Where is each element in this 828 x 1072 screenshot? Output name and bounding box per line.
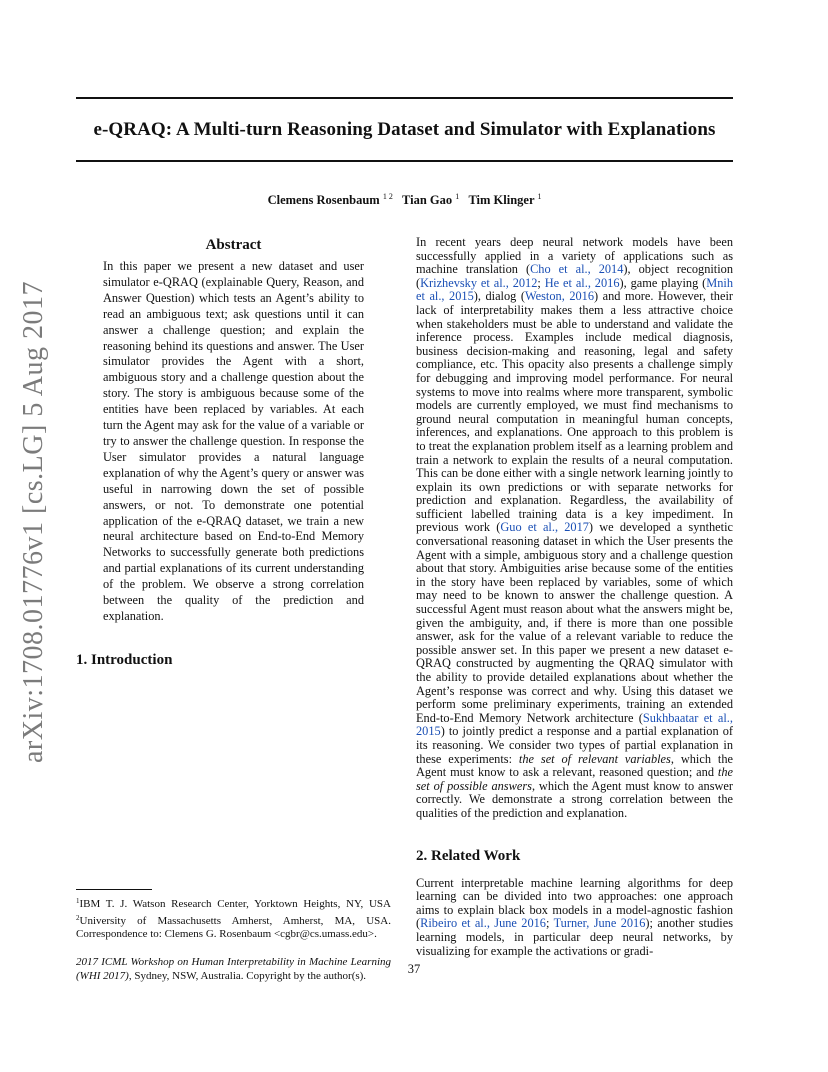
citation-link[interactable]: Guo et al., 2017 bbox=[500, 520, 589, 535]
abstract-text: In this paper we present a new dataset and user simulator e-QRAQ (explainable Query, Reason, and Answer Question) which tests an Agent’s ability to read an ambiguous text; ask questions until it can answer a challenge question; and explain the reasoning behind its questions and answer. The User simulator provides the Agent with a short, ambiguous story and a challenge question about the story. The story is ambiguous because some of the entities have been replaced by variables. At each turn the Agent may ask for the value of a variable or try to answer the challenge question. In response the User simulator provides a natural language explanation of why the Agent’s query or answer was useful in narrowing down the set of possible answers, or not. To demonstrate one potential application of the e-QRAQ dataset, we train a new neural architecture based on End-to-End Memory Networks to successfully generate both predictions and partial explanations of its current understanding of the problem. We observe a strong correlation between the quality of the prediction and explanation. bbox=[103, 259, 364, 623]
paper-title: e-QRAQ: A Multi-turn Reasoning Dataset and Simulator with Explanations bbox=[93, 119, 716, 140]
footnote-rule bbox=[76, 889, 152, 890]
emphasis: the set of possible answers bbox=[416, 765, 733, 793]
page-number: 37 bbox=[407, 962, 421, 976]
top-rule bbox=[76, 97, 733, 99]
author-affiliation: 1 2 bbox=[382, 192, 393, 201]
arxiv-stamp: arXiv:1708.01776v1 [cs.LG] 5 Aug 2017 bbox=[18, 280, 49, 763]
related-work-paragraph: Current interpretable machine learning algorithms for deep learning can be divided into two approaches: one approach aims to explain black box models in a model-agnostic fashion (Ribeiro et al., June 2016; Turner, June 2016); another studies learning models, in particular deep neural networks, by visualizing for example the activations or gradi- bbox=[416, 875, 734, 958]
left-column bbox=[76, 236, 391, 982]
citation-link[interactable]: He et al., 2016 bbox=[544, 275, 620, 290]
author-affiliation: 1 bbox=[455, 192, 460, 201]
affiliation-footnote: $^1$IBM T. J. Watson Research Center, Yorktown Heights, NY, USA $^2$University of Massachusetts Amherst, Amherst, MA, USA. Correspondence to: Clemens G. Rosenbaum <cgbr@cs.umass.edu>. bbox=[76, 897, 391, 941]
citation-link[interactable]: Ribeiro et al., June 2016 bbox=[420, 916, 546, 931]
citation-link[interactable]: Mnih et al., 2015 bbox=[416, 275, 734, 304]
author-name: Tim Klinger bbox=[468, 193, 535, 207]
right-column bbox=[416, 236, 733, 958]
author-name: Clemens Rosenbaum bbox=[267, 193, 380, 207]
citation-link[interactable]: Sukhbaatar et al., 2015 bbox=[416, 710, 733, 739]
citation-link[interactable]: Krizhevsky et al., 2012 bbox=[420, 275, 538, 290]
emphasis: the set of relevant variables bbox=[518, 751, 671, 766]
introduction-paragraph-1-continued: In recent years deep neural network models have been successfully applied in a variety of applications such as machine translation (Cho et al., 2014), object recognition (Krizhevsky et al., 2012; He et al., 2016), game playing (Mnih et al., 2015), dialog (Weston, 2016) and more. However, their lack of interpretability makes them a less attractive choice when stakeholders must be able to understand and validate the inference process. Examples include medical diagnosis, business decision-making and reasoning, legal and safety compliance, etc. This opacity also presents a challenge simply for debugging and improving model performance. For neural systems to move into realms where more transparent, symbolic models are currently employed, we must find mechanisms to ground neural computation in meaningful human concepts, inferences, and explanations. One approach to this problem is to treat the explanation problem itself as a learning problem and train a network to explain the results of a neural computation. This can be done either with a single network learning jointly to explain its own predictions or with separate networks for prediction and explanation. Regardless, the availability of sufficient labelled training data is a key impediment. In previous work (Guo et al., 2017) we developed a synthetic conversational reasoning dataset in which the User presents the Agent with a simple, ambiguous story and a challenge question about that story. Ambiguities arise because some of the entities in the story have been replaced by variables, some of which may need to be known to answer the challenge question. A successful Agent must reason about what the answers might be, given the ambiguity, and, if there is more than one possible answer, ask for the value of a relevant variable to reduce the possible answer set. In this paper we present a new dataset e-QRAQ constructed by augmenting the QRAQ simulator with the ability to provide detailed explanations about whether the Agent’s response was correct and why. Using this dataset we perform some preliminary experiments, training an extended End-to-End Memory Network architecture (Sukhbaatar et al., 2015) to jointly predict a response and a partial explanation of its reasoning. We consider two types of partial explanation in these experiments: the set of relevant variables, which the Agent must know to ask a relevant, reasoned question; and the set of possible answers, which the Agent must know to answer correctly. We demonstrate a strong correlation between the qualities of the prediction and explanation. bbox=[416, 235, 734, 820]
abstract-heading: Abstract bbox=[205, 237, 262, 253]
introduction-heading: 1. Introduction bbox=[76, 651, 173, 668]
citation-link[interactable]: Weston, 2016 bbox=[524, 289, 595, 304]
citation-link[interactable]: Cho et al., 2014 bbox=[530, 262, 624, 277]
citation-link[interactable]: Turner, June 2016 bbox=[553, 916, 646, 931]
related-work-heading: 2. Related Work bbox=[416, 847, 521, 864]
author-affiliation: 1 bbox=[537, 192, 542, 201]
workshop-note: 2017 ICML Workshop on Human Interpretability in Machine Learning (WHI 2017), Sydney, NSW, Australia. Copyright by the author(s). bbox=[76, 956, 391, 982]
title-bottom-rule bbox=[76, 160, 733, 162]
author-name: Tian Gao bbox=[402, 193, 453, 207]
author-list bbox=[76, 192, 733, 208]
